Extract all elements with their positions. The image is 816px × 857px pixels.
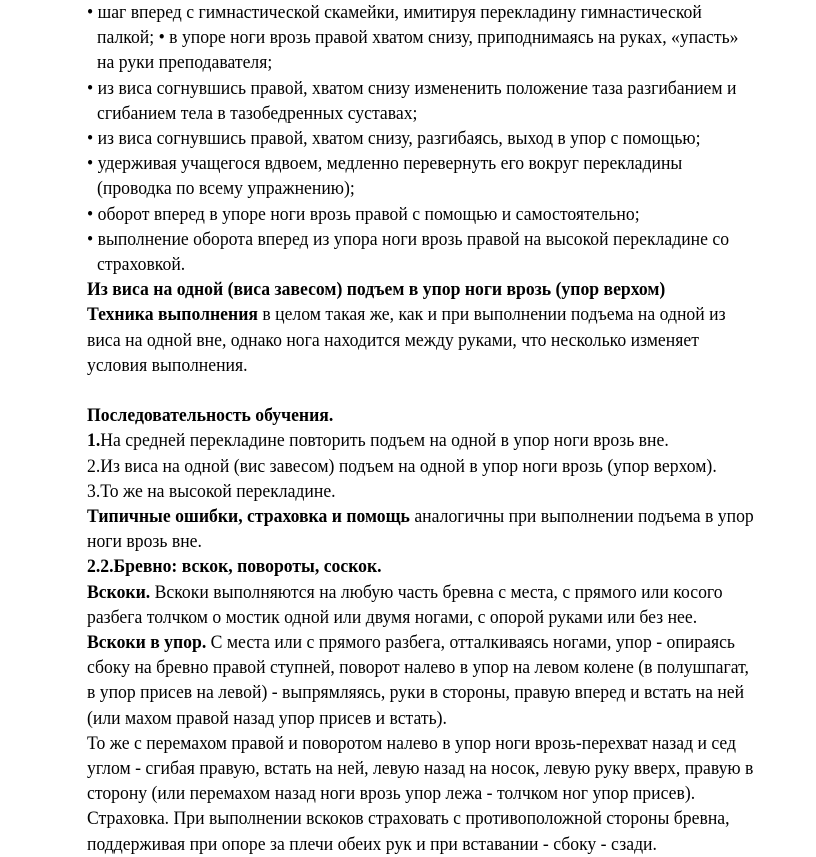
text-line	[87, 529, 202, 554]
body-text: • из виса согнувшись правой, хватом снизу измененить положение таза разгибанием и	[87, 77, 737, 99]
text-line	[87, 328, 699, 353]
text-line	[87, 151, 682, 176]
text-line	[87, 428, 669, 453]
bold-text: 2.2.Бревно: вскок, повороты, соскок.	[87, 556, 382, 578]
body-text: условия выполнения.	[87, 354, 248, 376]
body-text: виса на одной вне, однако нога находится между руками, что несколько изменяет	[87, 329, 699, 351]
bold-text: Из виса на одной (виса завесом) подъем в упор ноги врозь (упор верхом)	[87, 279, 666, 301]
body-text: С места или с прямого разбега, отталкиваясь ногами, упор - опираясь	[206, 632, 735, 653]
text-line	[97, 25, 738, 50]
text-line	[87, 227, 729, 252]
text-line	[87, 655, 749, 680]
body-text: палкой; • в упоре ноги врозь правой хватом снизу, приподнимаясь на руках, «упасть»	[97, 27, 739, 49]
body-text: поддерживая при опоре за плечи обеих рук и при вставании - сбоку - сзади.	[87, 833, 657, 855]
text-line	[87, 202, 640, 227]
body-text: страховкой.	[97, 254, 186, 275]
text-line	[87, 554, 382, 579]
text-line	[87, 277, 665, 302]
body-text: Страховка. При выполнении вскоков страховать с противоположной стороны бревна,	[87, 808, 730, 830]
bold-text: Вскоки.	[87, 581, 151, 603]
bold-text: Вскоки в упор.	[87, 632, 207, 653]
body-text: на руки преподавателя;	[97, 52, 273, 74]
text-line	[87, 504, 754, 529]
text-line	[87, 806, 730, 831]
text-line	[87, 756, 753, 781]
body-text: (или махом правой назад упор присев и встать).	[87, 707, 447, 729]
body-text: • оборот вперед в упоре ноги врозь правой с помощью и самостоятельно;	[87, 203, 640, 225]
body-text: углом - сгибая правую, встать на ней, левую назад на носок, левую руку вверх, правую в	[87, 758, 754, 779]
text-line	[87, 403, 333, 428]
body-text: в упор присев на левой) - выпрямляясь, руки в стороны, правую вперед и встать на ней	[87, 682, 745, 704]
body-text: • шаг вперед с гимнастической скамейки, имитируя перекладину гимнастической	[87, 2, 702, 23]
bold-text: Последовательность обучения.	[87, 405, 334, 427]
text-line	[97, 252, 185, 277]
text-line	[97, 101, 417, 126]
bold-text: 1.	[87, 430, 101, 452]
body-text: • удерживая учащегося вдвоем, медленно перевернуть его вокруг перекладины	[87, 153, 683, 175]
text-line	[97, 176, 355, 201]
body-text: • выполнение оборота вперед из упора ноги врозь правой на высокой перекладине со	[87, 228, 730, 250]
text-line	[87, 76, 736, 101]
text-line	[87, 454, 717, 479]
text-line	[87, 0, 702, 25]
text-line	[97, 50, 272, 75]
text-line	[87, 680, 744, 705]
body-text: 2.Из виса на одной (вис завесом) подъем на одной в упор ноги врозь (упор верхом).	[87, 455, 717, 477]
text-line	[87, 630, 735, 655]
body-text: На средней перекладине повторить подъем на одной в упор ноги врозь вне.	[100, 430, 669, 452]
body-text: 3.То же на высокой перекладине.	[87, 480, 336, 502]
text-line	[87, 353, 248, 378]
body-text: Вскоки выполняются на любую часть бревна с места, с прямого или косого	[150, 581, 723, 603]
body-text: • из виса согнувшись правой, хватом снизу, разгибаясь, выход в упор с помощью;	[87, 128, 701, 149]
body-text: сбоку на бревно правой ступней, поворот налево в упор на левом колене (в полушпагат,	[87, 657, 749, 679]
text-line	[87, 605, 697, 630]
text-line	[87, 126, 701, 151]
body-text: сторону (или перемахом назад ноги врозь упор лежа - толчком ног упор присев).	[87, 783, 696, 805]
text-line	[87, 781, 695, 806]
text-line	[87, 302, 726, 327]
text-line	[87, 580, 723, 605]
text-line	[87, 479, 336, 504]
body-text: в целом такая же, как и при выполнении подъема на одной из	[257, 304, 726, 326]
body-text: аналогичны при выполнении подъема в упор	[409, 506, 754, 527]
body-text: сгибанием тела в тазобедренных суставах;	[97, 102, 418, 124]
body-text: То же с перемахом правой и поворотом налево в упор ноги врозь-перехват назад и сед	[87, 732, 737, 754]
bold-text: Техника выполнения	[87, 304, 258, 326]
text-line	[87, 706, 447, 731]
body-text: ноги врозь вне.	[87, 531, 202, 553]
body-text: разбега толчком о мостик одной или двумя ногами, с опорой руками или без нее.	[87, 606, 698, 628]
text-line	[87, 731, 736, 756]
body-text: (проводка по всему упражнению);	[97, 178, 355, 200]
text-line	[87, 832, 657, 857]
bold-text: Типичные ошибки, страховка и помощь	[87, 506, 410, 527]
